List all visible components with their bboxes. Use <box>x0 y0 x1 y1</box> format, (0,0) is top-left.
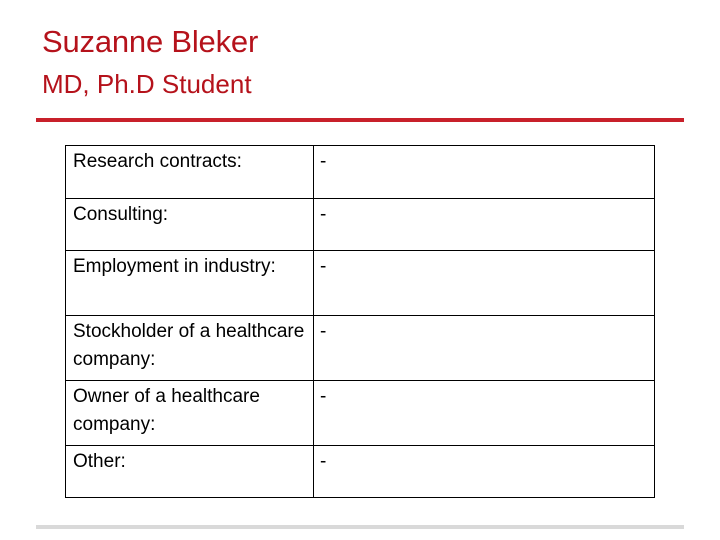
title-divider <box>36 118 684 122</box>
row-value: - <box>314 199 655 251</box>
row-value: - <box>314 316 655 381</box>
table-row <box>66 146 655 199</box>
disclosure-table <box>65 145 655 498</box>
table-row <box>66 381 655 446</box>
row-label: Other: <box>66 446 314 498</box>
row-label: Stockholder of a healthcare company: <box>66 316 314 381</box>
table-row <box>66 251 655 316</box>
table-row <box>66 316 655 381</box>
slide-subtitle: MD, Ph.D Student <box>42 69 252 99</box>
row-label: Consulting: <box>66 199 314 251</box>
table-row <box>66 446 655 498</box>
slide-title: Suzanne Bleker <box>42 24 259 59</box>
row-value: - <box>314 146 655 199</box>
footer-divider <box>36 525 684 529</box>
table-row <box>66 199 655 251</box>
row-label: Research contracts: <box>66 146 314 199</box>
row-value: - <box>314 381 655 446</box>
row-label: Owner of a healthcare company: <box>66 381 314 446</box>
row-label: Employment in industry: <box>66 251 314 316</box>
row-value: - <box>314 251 655 316</box>
row-value: - <box>314 446 655 498</box>
